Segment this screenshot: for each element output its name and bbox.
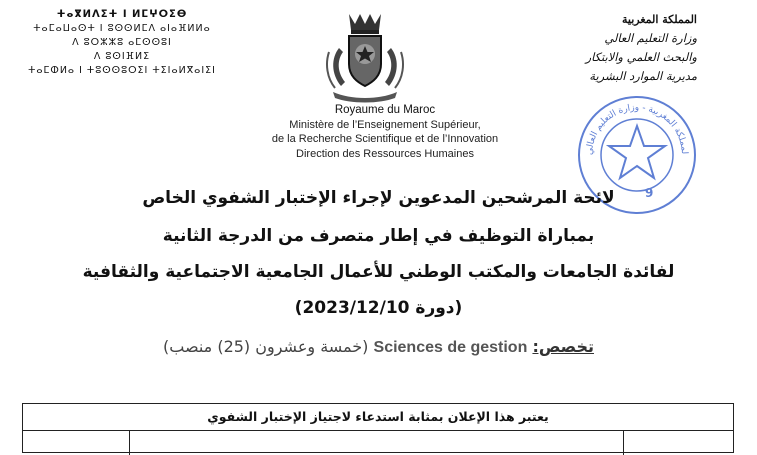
tifinagh-line-4: ⴷ ⵓⵙⵏⴼⵍⵉ	[93, 51, 151, 62]
french-line-4: Direction des Ressources Humaines	[296, 147, 474, 160]
specialty-positions: (خمسة وعشرون (25) منصب)	[163, 337, 369, 356]
column-divider	[623, 431, 624, 455]
french-header	[200, 103, 570, 161]
arabic-line-2: وزارة التعليم العالي	[604, 31, 697, 45]
french-line-1: Royaume du Maroc	[334, 104, 436, 116]
arabic-line-4: مديرية الموارد البشرية	[589, 69, 697, 83]
arabic-header	[497, 10, 697, 86]
title-line-4: (دورة 2023/12/10)	[294, 298, 463, 318]
stamp-text: لمملكة المغربية - وزارة التعليم العالي	[584, 102, 690, 156]
specialty-line	[60, 337, 697, 357]
title-line-3: لفائدة الجامعات والمكتب الوطني للأعمال الجامعية الاجتماعية والثقافية	[82, 262, 675, 282]
coat-of-arms-icon	[321, 8, 409, 104]
tifinagh-line-5: ⵜⴰⵎⵀⵍⴰ ⵏ ⵜⵓⵙⵙⵓⵔⵉⵏ ⵜⵉⵏⴰⵍⴳⴰⵏⵉⵏ	[28, 65, 216, 76]
specialty-name: Sciences de gestion	[373, 339, 528, 356]
specialty-label: تخصص:	[532, 337, 594, 356]
arabic-line-3: والبحث العلمي والابتكار	[585, 50, 697, 64]
french-line-3: de la Recherche Scientifique et de l’Innovation	[271, 133, 499, 145]
french-line-2: Ministère de l’Enseignement Supérieur,	[289, 118, 481, 131]
stamp-number: 9	[645, 186, 654, 200]
notice-header: يعتبر هذا الإعلان بمثابة استدعاء لاجتياز الإختبار الشفوي	[23, 404, 733, 431]
table-row	[23, 431, 733, 455]
tifinagh-header	[6, 8, 238, 78]
title-line-1: لائحة المرشحين المدعوين لإجراء الإختبار الشفوي الخاص	[142, 188, 615, 208]
arabic-line-1: المملكة المغربية	[622, 13, 697, 26]
column-divider	[129, 431, 130, 455]
tifinagh-line-3: ⴷ ⵓⵔⵣⵣⵓ ⴰⵎⵙⵙⵓⵏ	[72, 37, 172, 48]
title-line-2: بمباراة التوظيف في إطار متصرف من الدرجة الثانية	[162, 226, 595, 246]
tifinagh-line-2: ⵜⴰⵎⴰⵡⴰⵙⵜ ⵏ ⵓⵙⵙⵍⵎⴷ ⴰⵏⴰⴼⵍⵍⴰ	[33, 23, 211, 34]
tifinagh-line-1: ⵜⴰⴳⵍⴷⵉⵜ ⵏ ⵍⵎⵖⵔⵉⴱ	[56, 9, 188, 20]
notice-table	[22, 403, 734, 453]
